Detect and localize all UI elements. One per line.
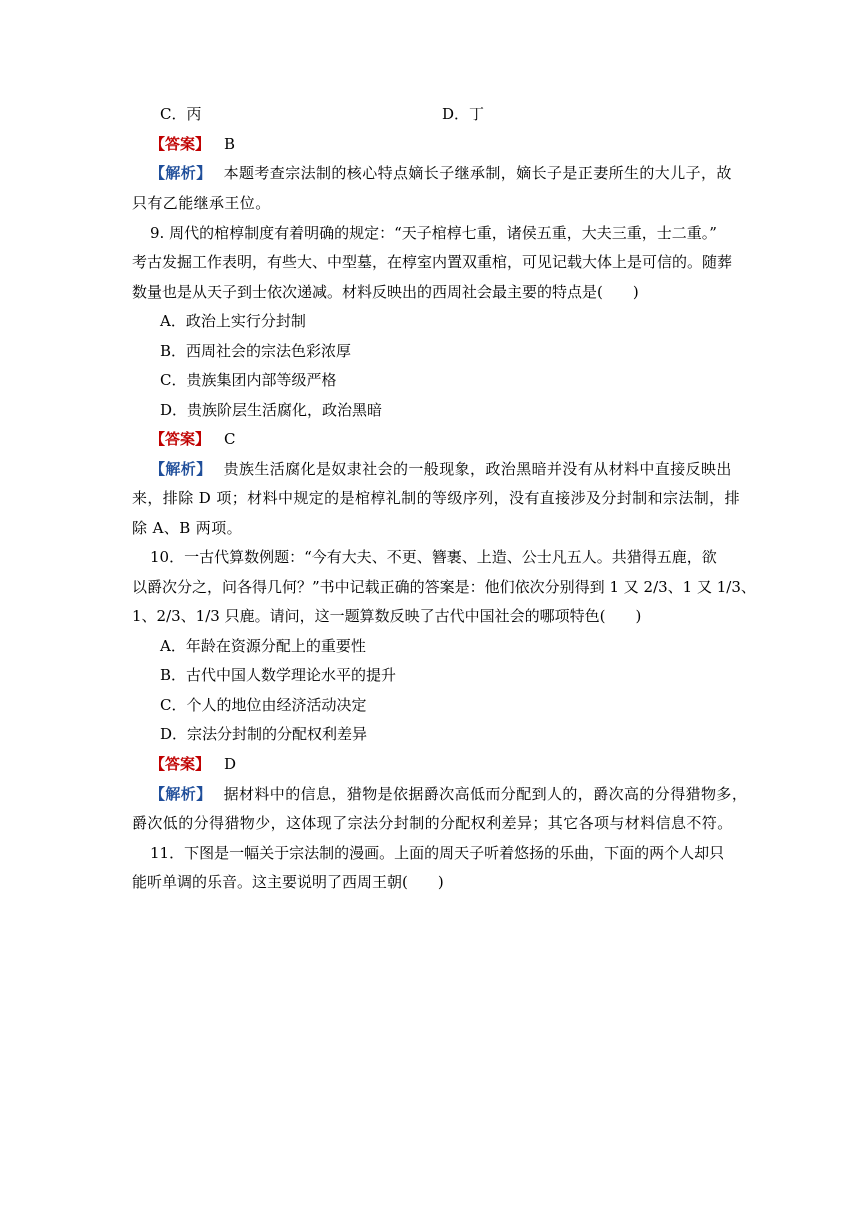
option-a: A．政治上实行分封制 xyxy=(160,312,306,330)
explanation-line: 爵次低的分得猎物少，这体现了宗法分封制的分配权利差异；其它各项与材料信息不符。 xyxy=(132,814,733,832)
answer-value: D xyxy=(224,755,237,773)
question-stem: 11．下图是一幅关于宗法制的漫画。上面的周天子听着悠扬的乐曲，下面的两个人却只 xyxy=(150,844,725,862)
answer-value: B xyxy=(224,135,236,153)
question-stem: 9. 周代的棺椁制度有着明确的规定：“天子棺椁七重，诸侯五重，大夫三重，士二重。” xyxy=(150,224,717,242)
question-stem: 10．一古代算数例题：“今有大夫、不更、簪裹、上造、公士凡五人。共猎得五鹿，欲 xyxy=(150,548,717,566)
question-stem: 1、2/3、1/3 只鹿。请问，这一题算数反映了古代中国社会的哪项特色( ) xyxy=(132,607,642,625)
option-d: D．贵族阶层生活腐化，政治黑暗 xyxy=(160,401,383,419)
explanation-line: 来，排除 D 项；材料中规定的是棺椁礼制的等级序列，没有直接涉及分封制和宗法制，排 xyxy=(132,489,740,507)
question-stem: 考古发掘工作表明，有些大、中型墓，在椁室内置双重棺，可见记载大体上是可信的。随葬 xyxy=(132,253,733,271)
explanation-line xyxy=(150,459,732,479)
option-d: D．丁 xyxy=(442,105,485,123)
answer-row xyxy=(150,134,235,154)
answer-row xyxy=(150,754,236,774)
option-c: C．贵族集团内部等级严格 xyxy=(160,371,337,389)
option-d: D．宗法分封制的分配权利差异 xyxy=(160,725,368,743)
explanation-line: 只有乙能继承王位。 xyxy=(132,194,271,212)
explanation-text: 贵族生活腐化是奴隶社会的一般现象，政治黑暗并没有从材料中直接反映出 xyxy=(223,460,732,478)
answer-row xyxy=(150,429,236,449)
question-stem: 数量也是从天子到士依次递减。材料反映出的西周社会最主要的特点是( ) xyxy=(132,283,639,301)
option-b: B．古代中国人数学理论水平的提升 xyxy=(160,666,397,684)
option-b: B．西周社会的宗法色彩浓厚 xyxy=(160,342,352,360)
answer-tag: 【答案】 xyxy=(150,755,211,773)
option-c: C．丙 xyxy=(160,105,202,123)
explanation-text: 据材料中的信息，猎物是依据爵次高低而分配到人的，爵次高的分得猎物多， xyxy=(223,785,748,803)
option-c: C．个人的地位由经济活动决定 xyxy=(160,696,367,714)
explanation-line xyxy=(150,163,732,183)
explanation-tag: 【解析】 xyxy=(150,164,212,182)
answer-value: C xyxy=(224,430,236,448)
explanation-tag: 【解析】 xyxy=(150,460,212,478)
explanation-tag: 【解析】 xyxy=(150,785,212,803)
option-a: A．年龄在资源分配上的重要性 xyxy=(160,637,366,655)
question-stem: 以爵次分之，问各得几何？”书中记载正确的答案是：他们依次分别得到 1 又 2/3、1 又 1/3、 xyxy=(132,578,756,596)
answer-tag: 【答案】 xyxy=(150,135,211,153)
explanation-text: 本题考查宗法制的核心特点嫡长子继承制，嫡长子是正妻所生的大儿子，故 xyxy=(223,164,732,182)
answer-tag: 【答案】 xyxy=(150,430,211,448)
explanation-line xyxy=(150,784,747,804)
explanation-line: 除 A、B 两项。 xyxy=(132,519,242,537)
question-stem: 能听单调的乐音。这主要说明了西周王朝( ) xyxy=(132,873,444,891)
